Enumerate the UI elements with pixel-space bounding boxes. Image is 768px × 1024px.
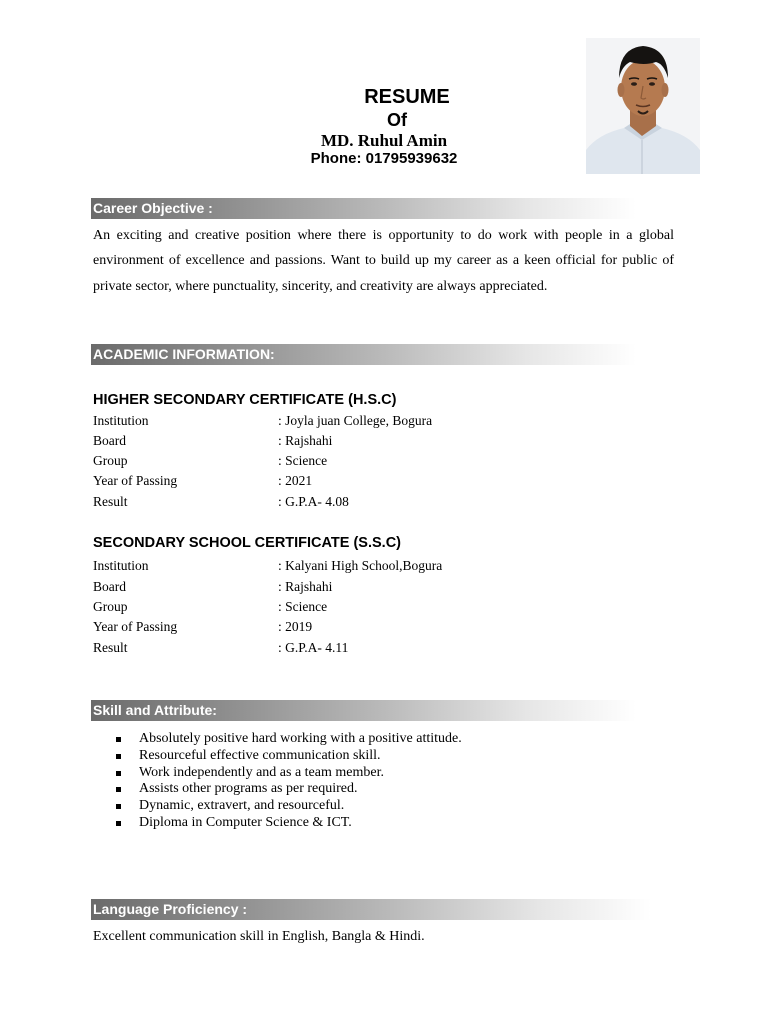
ssc-row-group <box>93 597 593 617</box>
hsc-row-year <box>93 471 593 491</box>
bullet-icon <box>116 804 121 809</box>
bullet-icon <box>116 737 121 742</box>
academic-information-heading: ACADEMIC INFORMATION: <box>91 344 636 365</box>
career-objective-text: An exciting and creative position where there is opportunity to do work with people in a global environment of excellence and passions. Want to build up my career as a keen official for public of private sector, where punctuality, sincerity, and creativity are always appreciated. <box>93 228 674 294</box>
hsc-value: : Science <box>278 453 328 468</box>
ssc-value: : Rajshahi <box>278 579 333 594</box>
ssc-heading: SECONDARY SCHOOL CERTIFICATE (S.S.C) <box>93 535 402 551</box>
skill-text: Work independently and as a team member. <box>139 764 384 780</box>
language-text: Excellent communication skill in English, Bangla & Hindi. <box>93 929 425 944</box>
candidate-phone: Phone: 01795939632 <box>310 150 458 167</box>
portrait-image <box>586 38 700 174</box>
bullet-icon <box>116 821 121 826</box>
skill-text: Dynamic, extravert, and resourceful. <box>139 798 345 814</box>
hsc-value: : G.P.A- 4.08 <box>278 494 349 509</box>
hsc-label: Result <box>93 494 128 509</box>
skill-text: Absolutely positive hard working with a positive attitude. <box>139 731 462 746</box>
ssc-label: Institution <box>93 558 149 573</box>
hsc-value: : Rajshahi <box>278 433 333 448</box>
list-item <box>116 798 462 815</box>
resume-title: RESUME <box>364 86 450 108</box>
candidate-name: MD. Ruhul Amin <box>320 131 448 150</box>
hsc-label: Group <box>93 453 128 468</box>
hsc-value: : 2021 <box>278 473 313 488</box>
ssc-label: Group <box>93 599 128 614</box>
resume-of: Of <box>387 110 407 130</box>
list-item <box>116 815 462 832</box>
list-item <box>116 748 462 765</box>
hsc-value: : Joyla juan College, Bogura <box>278 413 433 428</box>
bullet-icon <box>116 754 121 759</box>
bullet-icon <box>116 771 121 776</box>
hsc-row-result <box>93 492 593 512</box>
hsc-row-group <box>93 451 593 471</box>
ssc-label: Year of Passing <box>93 619 178 634</box>
skill-text: Assists other programs as per required. <box>139 781 358 797</box>
list-item <box>116 765 462 782</box>
hsc-row-institution <box>93 411 593 431</box>
hsc-heading: HIGHER SECONDARY CERTIFICATE (H.S.C) <box>93 392 397 408</box>
skill-text: Diploma in Computer Science & ICT. <box>139 814 352 830</box>
ssc-row-year <box>93 617 593 637</box>
bullet-icon <box>116 787 121 792</box>
ssc-label: Board <box>93 579 126 594</box>
list-item <box>116 781 462 798</box>
ssc-value: : Science <box>278 599 328 614</box>
ssc-value: : G.P.A- 4.11 <box>278 640 349 655</box>
hsc-row-board <box>93 431 593 451</box>
profile-photo <box>586 38 700 174</box>
list-item <box>116 731 462 748</box>
hsc-label: Institution <box>93 413 149 428</box>
hsc-label: Board <box>93 433 126 448</box>
ssc-value: : 2019 <box>278 619 313 634</box>
skills-list <box>116 731 462 832</box>
ssc-row-result <box>93 638 593 658</box>
skills-heading: Skill and Attribute: <box>91 700 636 721</box>
ssc-value: : Kalyani High School,Bogura <box>278 558 443 573</box>
language-heading: Language Proficiency : <box>91 899 651 920</box>
skill-text: Resourceful effective communication skill. <box>139 747 381 763</box>
ssc-label: Result <box>93 640 128 655</box>
hsc-label: Year of Passing <box>93 473 178 488</box>
ssc-row-institution <box>93 556 593 576</box>
career-objective-heading: Career Objective : <box>91 198 636 219</box>
ssc-row-board <box>93 577 593 597</box>
